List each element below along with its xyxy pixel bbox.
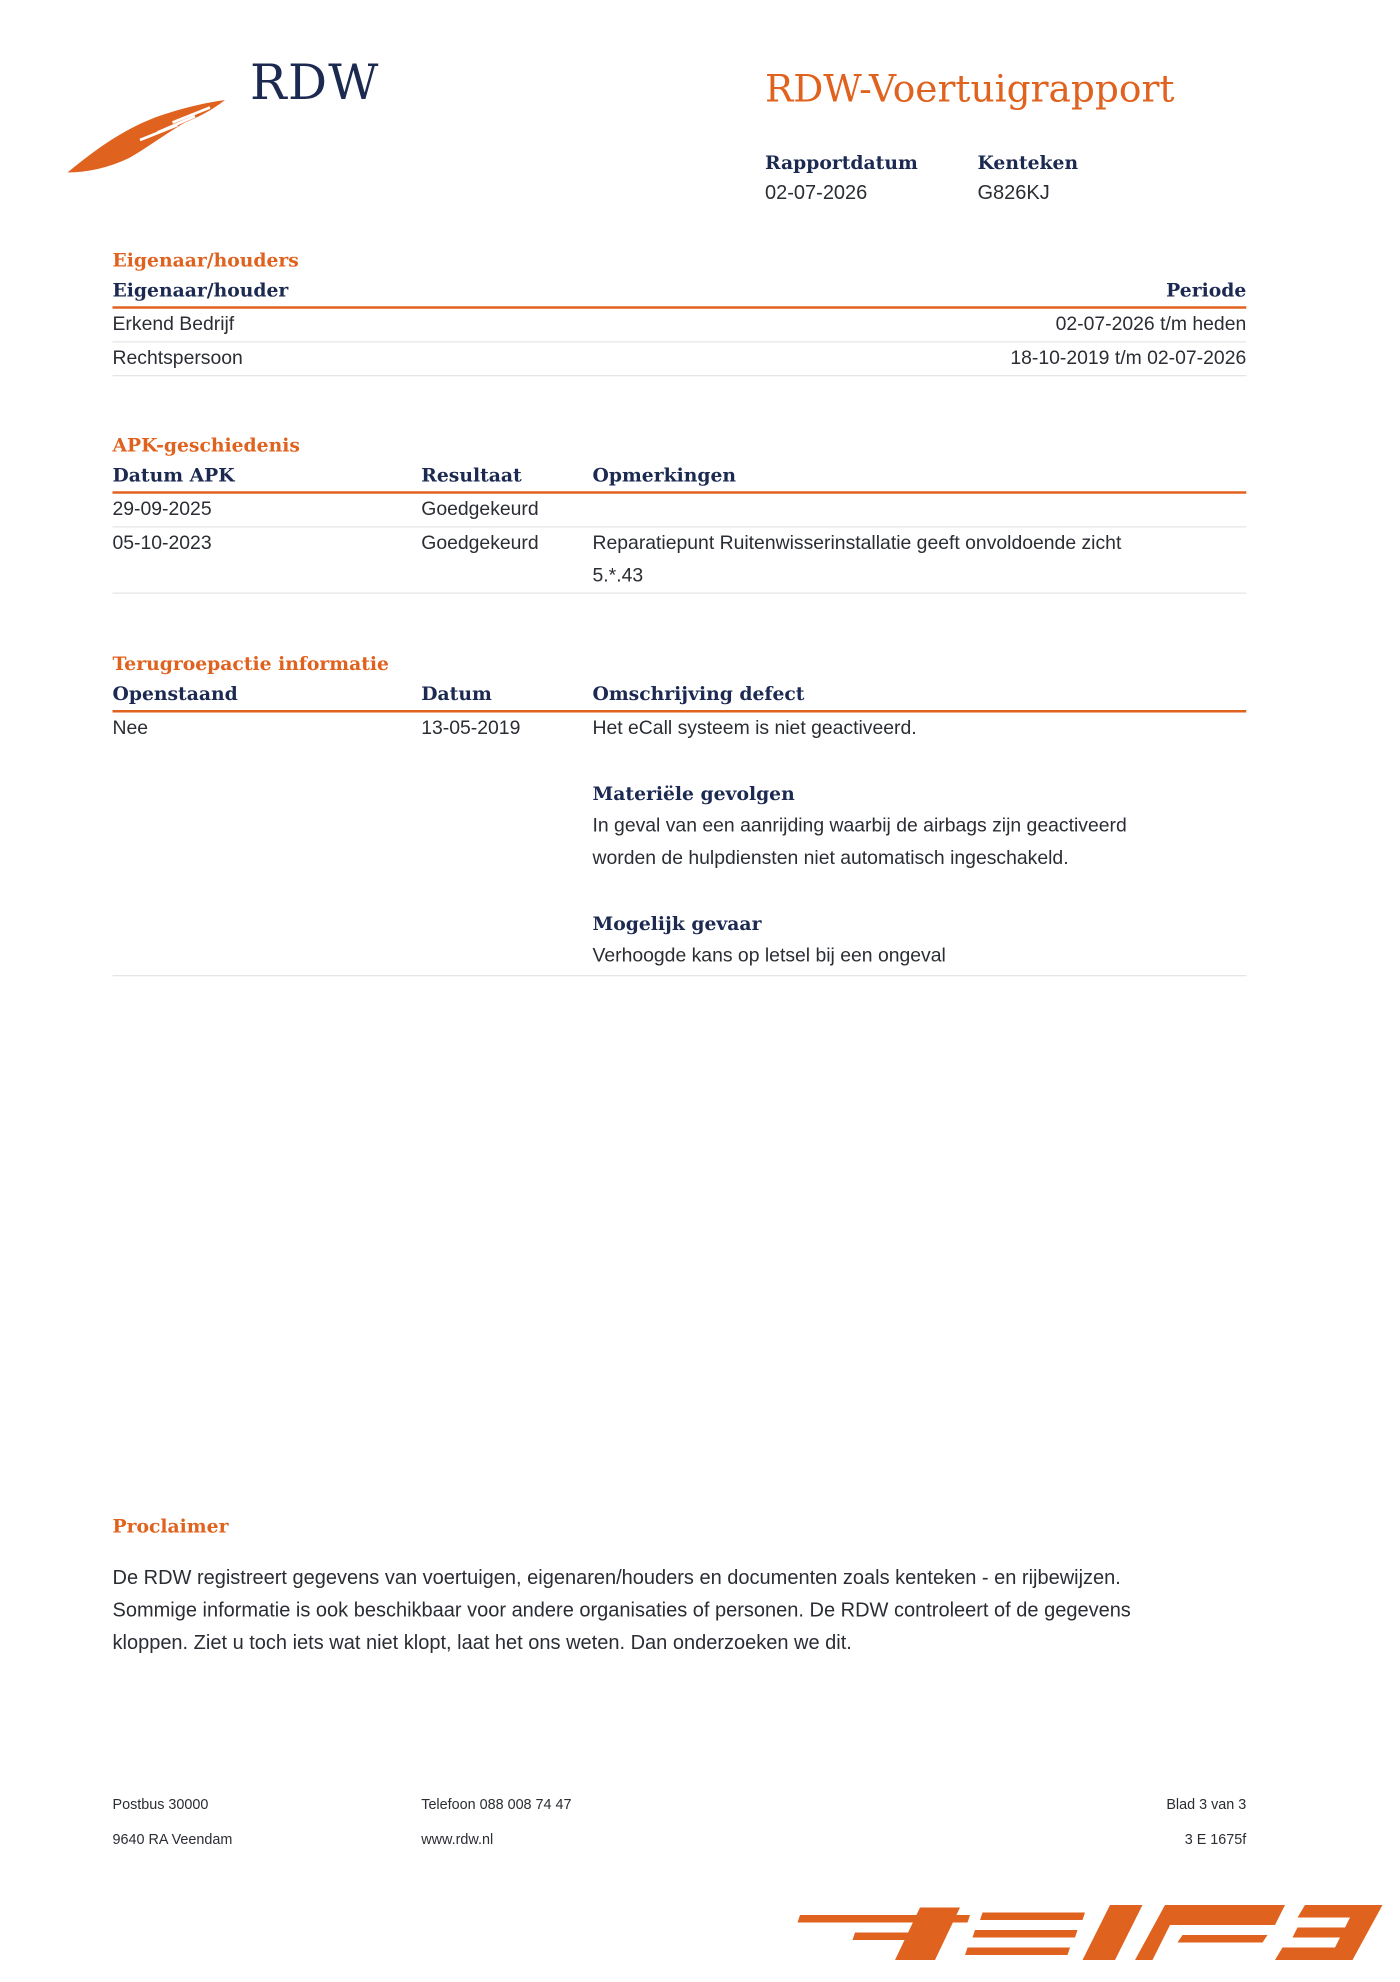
proclaimer-line: Sommige informatie is ook beschikbaar voor andere organisaties of personen. De RDW controleert of de gegevens xyxy=(112,1600,1131,1622)
danger-text: Verhoogde kans op letsel bij een ongeval xyxy=(592,945,946,967)
rdw-logo-icon xyxy=(65,88,228,178)
period-cell: 18-10-2019 t/m 02-07-2026 xyxy=(1010,347,1247,369)
apk-table-header xyxy=(113,459,1247,494)
apk-result-cell: Goedgekeurd xyxy=(421,498,539,520)
proclaimer-title: Proclaimer xyxy=(112,1515,229,1538)
owners-section-title: Eigenaar/houders xyxy=(112,248,299,272)
recall-section-title: Terugroepactie informatie xyxy=(112,652,390,675)
table-row xyxy=(113,309,1247,343)
license-plate-value: G826KJ xyxy=(977,182,1050,204)
owner-cell: Erkend Bedrijf xyxy=(112,313,235,335)
owners-section xyxy=(113,246,1247,376)
footer-city: 9640 RA Veendam xyxy=(112,1832,233,1848)
table-row xyxy=(113,343,1247,377)
spacer xyxy=(593,875,1247,908)
report-title: RDW-Voertuigrapport xyxy=(765,67,1175,112)
recall-defect-column-header: Omschrijving defect xyxy=(592,682,805,705)
report-date-value: 02-07-2026 xyxy=(765,182,868,204)
footer-document-code: 3 E 1675f xyxy=(1184,1832,1247,1848)
apk-date-cell: 05-10-2023 xyxy=(112,532,212,554)
decorative-stripes-icon xyxy=(795,1900,1400,1960)
license-plate-label: Kenteken xyxy=(977,151,1079,174)
recall-open-cell: Nee xyxy=(112,717,149,739)
owners-table-header xyxy=(113,274,1247,309)
recall-section xyxy=(113,650,1247,976)
report-date-label: Rapportdatum xyxy=(765,151,918,174)
defect-description: Het eCall systeem is niet geactiveerd. xyxy=(592,717,917,739)
table-row xyxy=(113,528,1247,594)
proclaimer-line: De RDW registreert gegevens van voertuigen, eigenaren/houders en documenten zoals kenteken - en rijbewijzen. xyxy=(112,1567,1121,1589)
owner-column-header: Eigenaar/houder xyxy=(112,278,289,302)
apk-section xyxy=(113,431,1247,594)
proclaimer-text xyxy=(113,1563,1238,1661)
apk-date-column-header: Datum APK xyxy=(112,463,235,487)
apk-result-column-header: Resultaat xyxy=(421,463,522,487)
footer-page-number: Blad 3 van 3 xyxy=(1166,1797,1247,1813)
period-column-header: Periode xyxy=(1166,278,1247,302)
footer-phone: Telefoon 088 008 74 47 xyxy=(421,1797,572,1813)
apk-remarks-line: Reparatiepunt Ruitenwisserinstallatie geeft onvoldoende zicht xyxy=(592,532,1122,554)
table-row xyxy=(113,713,1247,977)
recall-table-header xyxy=(113,678,1247,713)
apk-remarks-code: 5.*.43 xyxy=(592,565,644,587)
proclaimer-line: kloppen. Ziet u toch iets wat niet klopt, laat het ons weten. Dan onderzoeken we dit. xyxy=(112,1632,852,1654)
spacer xyxy=(593,745,1247,778)
apk-remarks-cell xyxy=(593,528,1247,593)
apk-date-cell: 29-09-2025 xyxy=(112,498,212,520)
apk-result-cell: Goedgekeurd xyxy=(421,532,539,554)
footer-website-link[interactable]: www.rdw.nl xyxy=(421,1832,494,1848)
rdw-logo-text: RDW xyxy=(250,55,380,112)
table-row xyxy=(113,494,1247,528)
danger-heading: Mogelijk gevaar xyxy=(592,912,762,935)
owner-cell: Rechtspersoon xyxy=(112,347,243,369)
recall-defect-cell xyxy=(593,713,1247,973)
consequences-text-line: worden de hulpdiensten niet automatisch ingeschakeld. xyxy=(592,847,1069,869)
consequences-heading: Materiële gevolgen xyxy=(592,782,795,805)
recall-date-cell: 13-05-2019 xyxy=(421,717,521,739)
apk-section-title: APK-geschiedenis xyxy=(112,433,300,457)
recall-open-column-header: Openstaand xyxy=(112,682,238,705)
footer-postbus: Postbus 30000 xyxy=(112,1797,209,1813)
consequences-text-line: In geval van een aanrijding waarbij de airbags zijn geactiveerd xyxy=(592,815,1127,837)
recall-date-column-header: Datum xyxy=(421,682,492,705)
apk-remarks-column-header: Opmerkingen xyxy=(592,463,737,487)
period-cell: 02-07-2026 t/m heden xyxy=(1055,313,1247,335)
